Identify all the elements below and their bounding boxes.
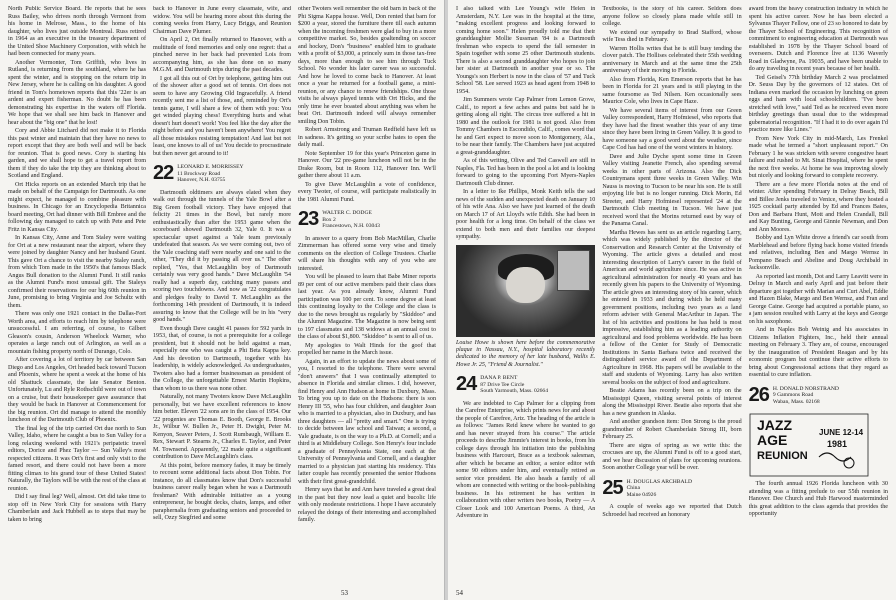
paragraph: Naturally, not many Twoters know Dave McLaughlin personally, but we have excellent references to know him better. Eleven '22 sons are in the class of 1954. Our '22 progenies are Thomas E. Booth, George E. Brooks Jr., Wilbur W. Bullen Jr., Peter H. Dwight, Peter M. Kenyon, Seaver Peters, J. Scott Rumbaugh, William E. Rex, Stewart P. Stearns Jr., Charles E. Taylor, and Peter M. Townsend. Apparently, '22 made quite a significant contribution to Dave McLaughlin's class. [153, 394, 291, 461]
paragraph: back to Hanover in June every classmate, wife, and widow. You will be hearing more about this during the coming weeks from Harry, Lucy Briggs, and Reunion Chairman Dave Plumer. [153, 6, 291, 35]
secretary-city: Waban, Mass. 02168 [772, 398, 820, 405]
paragraph: In Kansas City, Anne and Tom Staley were waiting for Ort at a new restaurant near the airport, where they were joined by daughter Nancy and her husband Grant. This gave Ort a chance to visit the nearby Staley ranch, from which Tom made in the 1950's that famous Black Angus Bull donation to the Alumni Fund. It still ranks as the Alumni Fund's most unusual gift. The Staleys confirmed their reservations for our big 60th reunion in June, promising to bring Virginia and Joe Schultz with them. [8, 235, 146, 309]
paragraph: We are indebted to Cap Palmer for a clipping from the Carefree Enterprise, which prints news for and about the people of Carefree, Ariz. The heading of the article is as follows: "James Reid knew where he wanted to go and has never strayed from his course." The article proceeds to describe Jimmie's interest in books, from his college days through his initiation into the publishing business with Harcourt, Brace as a textbook salesman, after which he became an editor, a senior editor with some 90 editors under him, and eventually retired as senior vice president. He also heads a family of all whom are connected with writing or the book-publishing business. In his retirement he has written in collaboration with other writers two books, Poetry — A Closer Look and 100 American Poems. A third, An Adventure in [456, 400, 596, 520]
plaque-image [557, 250, 590, 291]
paragraph: Dartmouth oldtimers are always elated when they walk out through the tunnels of the Yale Bowl after a Big Green football victory. They have enjoyed that felicity 21 times in the Bowl, but rarely more enthusiastically than after the 1953 game when the scoreboard showed Dartmouth 32, Yale 0. It was a spectacular upset against a Yale team previously undefeated that season. As we were coming out, two of the Yale coaching staff were nearby and one said to the other, "They did it by passing all over us." The other replied, "Yes, that McLaughlin boy of Dartmouth certainly was very good hands." Dave McLaughlin '54 really had a superb day, catching many passes and scoring two touchdowns. And now as '22 congratulates and pledges fealty to David T. McLaughlin as the forthcoming 14th president of Dartmouth, it is indeed assuring to know that the College will be in his "very good hands." [153, 189, 291, 324]
paragraph: Also from Florida, Ken Emerson reports that he has been in Florida for 21 years and is still playing in the same foursome as Ted Nilsen. Ken occasionally sees Maurice Cole, who lives in Cape Haze. [602, 76, 742, 105]
class-year-number: 22 [153, 162, 174, 184]
photo-louise-howe [456, 245, 595, 337]
secretary-name: DANA P. BENT [480, 375, 518, 382]
left-column-3 [298, 6, 436, 586]
right-page [448, 0, 896, 600]
paragraph: Warren Hollis writes that he is still busy tending the clover patch. The Hollises celebrated their 55th wedding anniversary in March and at the same time the 25th anniversary of their moving to Florida. [602, 45, 742, 74]
paragraph: Another Vermonter, Tom Griffith, who lives in Rutland, is returning from the southland, where he has spent the winter, and is stopping on the return trip in New Jersey, where he is calling on his daughter. A good friend in Tom's hometown reports that this '22er is an ardent and expert fisherman. No doubt he has been demonstrating his expertise in the waters off Florida. We hope that we shall see him back in Hanover and hear about the "big one" that he lost! [8, 59, 146, 126]
paragraph: Cory and Abbie Litchard did not make it to Florida this past winter and maintain that they have no news to report except that they are both well and will be back for reunion. That is good news. Cory is starting his garden, and we shall hope to get a travel report from them if they do take the trip they are thinking about to Scotland and England. [8, 128, 146, 179]
paragraph: After covering a lot of territory by car between San Diego and Los Angeles, Ort headed back toward Tucson and Phoenix, where he spent a week at the home of his old Shattuck classmate, the late Senator Benton. Unfortunately, Lu and Ryle Rothschild were out of town on a cruise, but their housekeeper gave assurance that they would be back in Hanover at Commencement for the big reunion. Ort did manage to attend the monthly luncheon of the Dartmouth Club of Phoenix. [8, 357, 146, 423]
paragraph: Textbooks, is the story of his career. Seldom does anyone follow so closely plans made while still in college. [602, 6, 742, 27]
jazz-age-reunion-logo [749, 413, 888, 477]
paragraph: Bobby and Lyn White drove a friend's car south from Marblehead and before flying back home visited friends and relatives, including Ben and Margo Wernsz in Pompano Beach and Abeline and Doug Archibald in Jacksonville. [748, 235, 888, 271]
paragraph: There are a few more Florida notes at the end of winter. After spending February in Delray Beach, Bill and Billee Jenks traveled to Venice, where they hosted a 1925 cocktail party attended by Ed and Frances Bates, Don and Barbara Hunt, Mott and Helen Crandall, Bill and Kay Bunting, George and Ginnie Newman, and Don and Ann Moores. [748, 181, 888, 233]
right-column-3 [749, 6, 888, 586]
secretary-street: 9 Gammons Road [772, 392, 814, 399]
face-shape [506, 267, 545, 304]
paragraph: My apologies to Walt Hinds for the goof that propelled her name in the March issue. [298, 342, 436, 357]
class-secretary-address [627, 479, 692, 499]
paragraph: The fourth annual 1926 Florida luncheon with 30 attending was a fitting prelude to our 55th reunion in Hanover. Dee Church and Hub Harwood masterminded this great addition to the class agenda that provides the opportunity [748, 481, 888, 518]
paragraph: other Twoters well remember the old barn in back of the Phi Sigma Kappa house. Well, Don rented that barn for $200 a year, stored the furniture there till each autumn when the incoming freshmen were glad to buy in a more competitive market. So, besides goaltending on soccer and hockey, Don's "business" enabled him to graduate with a profit of $3,000, a princely sum in those tax-free days, more than enough to see him through Tuck School. No wonder his later career was so successful. And how he loved to come back to Hanover. At least once a year he returned for a football game, a mini-reunion, or any chance to renew friendships. One those visits he always played tennis with Ort Hicks, and the only time he ever boasted about anything was when he beat Ort. Dartmouth indeed will always remember smiling Don Tobin. [298, 6, 436, 125]
paragraph: I also talked with Lee Young's wife Helen in Amsterdam, N.Y. Lee was in the hospital at the time, "making excellent progress and looking forward to coming home soon." Helen proudly told me that their granddaughter Mollie Sussman '84 is a Dartmouth freshman who expects to spend the fall semester in Spain together with some 25 other Dartmouth students. There is also a second granddaughter who hopes to join her sister at Dartmouth in another year or so. The Youngs's son Herbert is now in the class of '57 and Tuck School '58. Lee served 1923 as head agent from 1948 to 1954. [456, 6, 596, 95]
page-number: 53 [341, 589, 348, 597]
paragraph: Note September 19 for this year's Princeton game in Hanover. Our '22 pre-game luncheon will not be in the Drake Room, but in Room 112, Hanover Inn. We'll gather there about 11 a.m. [298, 150, 436, 179]
class-secretary-address [322, 210, 380, 230]
secretary-name: WALTER C. DODGE [322, 210, 372, 216]
secretary-street: 87 Drive Tee Circle [480, 381, 525, 388]
paragraph: Even though Dave caught 41 passes for 592 yards in 1953, that, of course, is not a prerequisite for a college president, but it should not be held against a man, especially one who was caught a Phi Beta Kappa key. And his devotion to Dartmouth, together with his leadership, is widely acknowledged. As undergraduates, Twoters also had a former businessman as president of the College, the unforgettable Ernest Martin Hopkins, than whom to us there was none other. [153, 325, 291, 392]
left-column-1 [8, 6, 146, 586]
class-secretary-address [480, 375, 548, 395]
paragraph: As reported last month, Dot and Larry Leavitt were in Delray in March and early April and just before their departure got together with Marian and Curt Abel, Eddie and Hazen Blake, Margo and Ben Wernsz, and Fran and George Caine. George had acquired a portable piano, so a jam session resulted with Larry at the keys and George on his saxophone. [748, 273, 888, 325]
class-year-number: 24 [456, 373, 477, 396]
class-heading-24 [456, 375, 595, 395]
paragraph: Dave and Julie Dyche spent some time in Green Valley visiting Jeanette French, also spending several weeks in other parts of Arizona. Also the Dick Countrymans spent three weeks in Green Valley. Win Nauss is moving to Tucson to be near his son. He is still enjoying life but is no longer running. Dick Morin, Ed Streeter, and Harry Hofmiesel represented '24 at the Dartmouth Club meeting in Tucson. We have just received word that the Morins returned east by way of the Panama Canal. [602, 153, 742, 227]
class-heading-26 [748, 383, 888, 406]
right-column-1 [456, 6, 595, 586]
secretary-name: H. DOUGLAS ARCHBALD [626, 478, 692, 485]
paragraph: The final leg of the trip carried Ort due north to Sun Valley, Idaho, where he caught a bus to Sun Valley for a long relaxing weekend with 1921's peripatetic travel editors, Dorice and Phez Taylor — Sun Valley's most respected citizens. It was Ort's first and only visit to the famed resort, and there could not have been a more fitting climax to his grand tour of these United States! Naturally, the Taylors will be with the rest of the class at reunion. [8, 425, 146, 492]
paragraph: From New York City in mid-March, Les Frenkel made what he termed a "short unpleasant report." On February 1 he was stricken with severe congestive heart failure and rushed to Mt. Sinai Hospital, where he spent the next five weeks. At home he was improving slowly but nicely and looking forward to complete recovery. [748, 135, 888, 179]
secretary-name: H. DONALD NORSTRAND [772, 385, 839, 392]
class-heading-23 [298, 210, 436, 230]
paragraph: Ort Hicks reports on an extended March trip that he made on behalf of the Campaign for Dartmouth. As one might expect, he managed to combine pleasure with business. In Chicago for an Encyclopedia Britannica board meeting, Ort had dinner with Bill Embree and the following day managed to catch up with Pete and Pete Fritz in Kansas City. [8, 181, 146, 233]
paragraph: We extend our sympathy to Brad Stafford, whose wife Tess died in February. [602, 29, 742, 43]
logo-reunion: REUNION [756, 450, 808, 463]
class-year-number: 26 [748, 383, 769, 406]
class-heading-22 [153, 164, 291, 184]
class-year-number: 25 [602, 476, 623, 499]
page-number: 54 [456, 589, 463, 597]
paragraph: There was only one 1921 contact in the Dallas-Fort Worth area, and efforts to reach him by telephone were unsuccessful. I am referring, of course, to Gilbert Gleason's cousin, Anderson Wheelock Warner, who operates a large ranch out of Arlington, as well as a mountain fishing property north of Durango, Colo. [8, 311, 146, 355]
paragraph: And another grandson item: Don Strong is the proud grandmother of Robert Chamberlain Strong III, born February 25. [602, 419, 742, 440]
class-heading-25 [602, 476, 741, 499]
paragraph: We have several items of interest from our Green Valley correspondent, Harry Hofmiesel, who reports that they have had the finest weather this year of any time since they have been living in Green Valley. It is good to have someone say a good word about the weather, since Cape Cod has had one of the worst winters in history. [602, 107, 742, 151]
paragraph: Martha Hewes has sent us an article regarding Larry, which was widely published by the director of the Conservation and Research Center at the University of Wyoming. The article gives a detailed and most interesting description of Larry's career in the field of American and world agriculture since. He was active in agricultural administration for nearly 40 years and has recently given his papers to the University of Wyoming. The article gives an interesting story of his career, which he entered in 1933 and during which he held many government positions, including two years as a land reform adviser with General MacArthur in Japan. The list of his activities and positions he has held is most impressive, establishing him as a leading authority on agricultural and food problems worldwide. He has been a fellow of the Center for Study of Democratic Institutions in Santa Barbara twice and received the distinguished service award of the Department of Agriculture in 1968. His papers will be available to the staff and students of Wyoming. Larry has also written several books on the subject of food and agriculture. [602, 229, 742, 386]
secretary-street: China [626, 485, 640, 492]
secretary-city: Francestown, N.H. 03043 [322, 223, 380, 230]
class-year-number: 23 [298, 208, 319, 230]
paragraph: Ted Geisel's 77th birthday March 2 was proclaimed Dr. Seuss Day by the governors of 12 states. Ort of Indiana even marked the occasion by lunching on green eggs and ham with local schoolchildren. "I've been stretched with love," said Ted as he received even more birthday greetings than usual due to the widespread gubernatorial recognition. "If I had it to do over again I'd practice more like Lines." [748, 74, 888, 133]
reunion-logo-graphic [749, 413, 869, 477]
logo-dates: JUNE 12-14 [818, 428, 863, 438]
secretary-city: Hanover, N.H. 03755 [177, 177, 226, 184]
class-secretary-address [177, 164, 243, 184]
paragraph: Beatie Adams has recently been on a trip on the Mississippi Queen, visiting several points of interest along the Mississippi River. Beatie also reports that she has a new grandson in Alaska. [602, 388, 742, 417]
left-column-2 [153, 6, 291, 586]
class-secretary-address [773, 386, 839, 406]
paragraph: There are signs of spring as we write this: the crocuses are up, the Alumni Fund is off to a good start, and we hear discussion of plans for upcoming reunions. Soon another College year will be over. [602, 442, 742, 471]
left-page [0, 0, 445, 600]
paragraph: Henry says that he and Ann have traveled a great deal in the past but they now lead a quiet and bucolic life with only moderate restrictions. I hope I have accurately relayed the doings of their interesting and accomplished family. [298, 487, 436, 524]
paragraph: award from the heavy construction industry in which he spent his active career. Now he has been elected a Sylvanus Thayer Fellow, one of 23 so honored to date by the Thayer School of Engineering. This recognition of commitment to engineering education at Dartmouth was established in 1978 by the Thayer School board of overseers. Dutch and Florence live at 1136 Waverly Road in Gladwyne, Pa. 19035, and have been unable to do any traveling in recent years because of her health. [748, 6, 888, 72]
logo-jazz: JAZZ [756, 417, 792, 434]
paragraph: Robert Armstrong and Truman Redfield have left us in sadness. It's getting so your scribe hates to open the daily mail. [298, 127, 436, 148]
right-column-2 [602, 6, 741, 586]
paragraph: To give Dave McLaughlin a vote of confidence, every Twoter, of course, will participate realistically in the 1981 Alumni Fund. [298, 181, 436, 203]
paragraph: A couple of weeks ago we reported that Dutch Schroedel had received an honorary [602, 504, 742, 518]
secretary-street: Box 2 [322, 216, 336, 223]
secretary-city: South Yarmouth, Mass. 02664 [480, 388, 549, 395]
logo-year: 1981 [826, 439, 847, 450]
paragraph: In a letter to Ike Phillips, Monk Keith tells the sad news of the sudden and unexpected death on January 10 of his wife Ana. Also we have just learned of the death on March 17 of Art Lloyd's wife Edith. She had been in poor health for a long time. On behalf of the class we extend to both men and their families our deepest sympathy. [456, 189, 596, 240]
logo-age: AGE [756, 432, 787, 449]
paragraph: Jim Summers wrote Cap Palmer from Lemon Grove, Calif., to report a few aches and pains but said he is getting along all right. The circus tree suffered a hit in 1980 and the outlook for 1981 is not good. Also from Tommy Chambers in Escondido, Calif., comes word that he and Geri expect to move soon to Montgomery, Ala., to be near their family. The Chambers have just acquired a great-granddaughter. [456, 97, 596, 156]
paragraph: In answer to a query from Bob MacMillan, Charlie Zimmerman has offered some very wise and timely comments on the election of College Trustees. Charlie will share his thoughts with any of you who are interested. [298, 235, 436, 272]
paragraph: On April 2, Ort finally returned to Hanover, with a multitude of fond memories and only one regret: that a pinched nerve in her back had prevented Lois from accompanying him, as she has done on so many M.G.M. and Dartmouth trips during the past decades. [153, 37, 291, 73]
paragraph: You will be pleased to learn that Babe Miner reports 89 per cent of our active members paid their class dues last year. As you already know, Alumni Fund participation was 100 per cent. To some degree at least this continuing loyalty to the College and the class is due to the news brought us regularly by "Skiddoo" and the Alumni Magazine. The Magazine is now being sent to 197 classmates and 138 widows at an annual cost to the class of about $1,800. "Skiddoo" is sent to all of us. [298, 274, 436, 341]
paragraph: And in Naples Bob Weinig and his associates in Citizens Inflation Fighters, Inc., held their annual meeting on February 3. They are, of course, encouraged by the inauguration of President Reagan and by his economic program but continue their active efforts to bring about Congressional actions that they regard as essential to cure inflation. [748, 327, 888, 378]
paragraph: I got all this out of Ort by telephone, getting him out of the shower after a good set of tennis. Ort does not seem to have any Growing Old Ingracefully. A friend recently sent me a list of those, and, reminded by Ort's tennis game, I will share a few of them with you: You get winded playing chess! Everything hurts and what doesn't hurt doesn't work! You feel like the day after the night before and you haven't been anywhere! You regret all those mistakes resisting temptation! And last but not least, one knows to all of us! You decide to procrastinate but then never get around to it! [153, 75, 291, 157]
photo-caption: Louise Howe is shown here before the commemorative plaque in Nassau, N.Y., hospital laboratory recently dedicated to the memory of her late husband, Wallis E. Howe Jr. 25, "Friend & Journalist." [456, 339, 596, 368]
secretary-city: Maine 04926 [626, 491, 657, 498]
secretary-name: LEONARD E. MORRISSEY [177, 164, 244, 170]
paragraph: North Public Service Board. He reports that he sees Russ Bailey, who drives north through Vermont from his home in Melrose, Mass., to the home of his daughter, who lives just outside Montreal. Russ retired in 1964 as an executive in the treasury department of the United Shoe Machinery Corporation, with which he had been connected for many years. [8, 6, 146, 57]
paragraph: Did I say final leg? Well, almost. Ort did take time to stop off in New York City for sessions with Harry Chamberlain and Jack Hubbell as to steps that may be taken to bring [8, 494, 146, 523]
paragraph: Again, in an effort to update the news about some of you, I resorted to the telephone. There were several "don't answers" that I was continually attempted to absence in Florida and similar climes. I did, however, find Henry and Ann Hudson at home in Duxbury, Mass. To bring you up to date on the Hudsons: there is son Henry III '55, who has four children, and daughter Joan who is married to a physician, also in Duxbury, and has three daughters — all "pretty and smart." One is trying to decide between law school and Taiwan; a second, a Yale graduate, is on the way to a Ph.D. at Cornell; and a third is at Middlebury College. Son Henry's four include a graduate of Pennsylvania State, one each at the University of Pennsylvania and Cornell, and a daughter married to a physician just starting his residency. This latter couple has recently presented the senior Hudsons with their first great-grandchild. [298, 358, 436, 485]
paragraph: As of this writing, Olive and Ted Caswell are still in Naples, Fla. Ted has been in the pool a lot and is looking forward to going to the upcoming Fort Myers-Naples Dartmouth Club dinner. [456, 158, 596, 187]
secretary-street: 11 Brockway Road [177, 170, 221, 177]
paragraph: At this point, before memory fades, it may be timely to recount some additional facts about Don Tobin. For instance, do all classmates know that Don's successful business career really began when he was a Dartmouth freshman? With admirable initiative as a young entrepreneur, he bought decks, chairs, lamps, and other paraphernalia from graduating seniors and proceeded to sell, Ozzy Siegfried and some [153, 462, 291, 522]
